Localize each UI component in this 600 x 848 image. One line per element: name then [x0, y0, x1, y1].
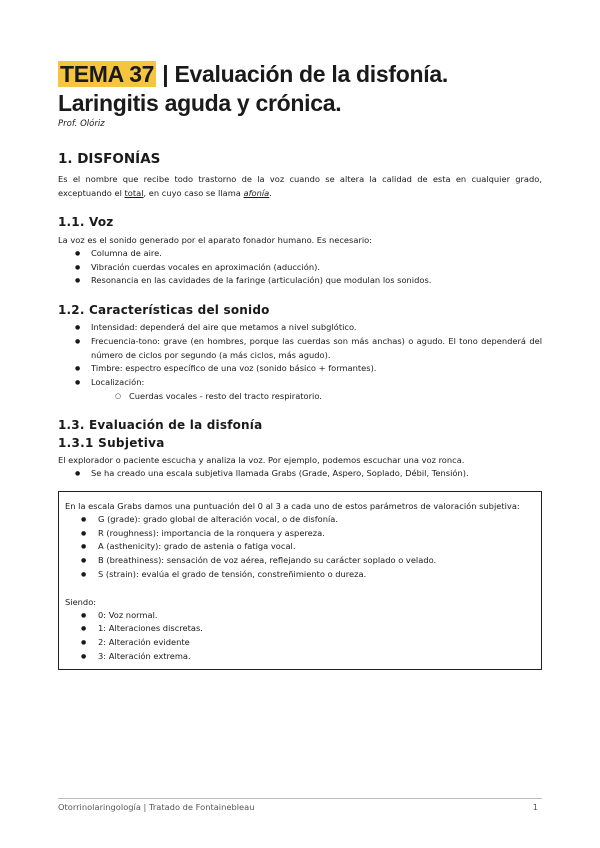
grabs-params-list [65, 513, 535, 582]
page-title [58, 60, 542, 118]
section-heading-caracteristicas: 1.2. Características del sonido [58, 303, 270, 318]
list-item: ● Resonancia en las cavidades de la faringe (articulación) que modulan los sonidos. [58, 274, 542, 288]
list-item: ● S (strain): evalúa el grado de tensión, constreñimiento o dureza. [65, 568, 535, 582]
list-item: ● G (grade): grado global de alteración vocal, o de disfonía. [65, 513, 535, 527]
sub-list-item: ○ Cuerdas vocales - resto del tracto respiratorio. [58, 390, 542, 404]
grabs-scores-list [65, 609, 535, 664]
list-item: ● B (breathiness): sensación de voz aérea, reflejando su carácter soplado o velado. [65, 554, 535, 568]
link-afonia[interactable]: afonía [243, 188, 270, 198]
subjetiva-intro: El explorador o paciente escucha y analiza la voz. Por ejemplo, podemos escuchar una voz ronca. [58, 455, 465, 466]
link-total[interactable]: total [124, 188, 144, 198]
paragraph-text: , en cuyo caso se llama [143, 188, 244, 198]
voz-intro: La voz es el sonido generado por el aparato fonador humano. Es necesario: [58, 235, 373, 245]
list-item: ● R (roughness): importancia de la ronquera y aspereza. [65, 527, 535, 541]
list-item: ● A (asthenicity): grado de astenia o fatiga vocal. [65, 540, 535, 554]
list-item: ● Timbre: espectro específico de una voz (sonido básico + formantes). [58, 362, 542, 376]
list-item: ● Columna de aire. [58, 247, 542, 261]
footer-text: Otorrinolaringología | Tratado de Fontainebleau [58, 802, 255, 812]
subjetiva-list [58, 467, 542, 481]
section-heading-evaluacion: 1.3. Evaluación de la disfonía [58, 418, 263, 433]
list-item: ● Vibración cuerdas vocales en aproximación (aducción). [58, 261, 542, 275]
subsection-heading-subjetiva: 1.3.1 Subjetiva [58, 436, 165, 451]
caracteristicas-list [58, 321, 542, 403]
title-text: Evaluación de la disfonía. Laringitis aguda y crónica. [58, 61, 448, 116]
tema-badge: TEMA 37 [60, 61, 155, 87]
disfonias-paragraph [58, 172, 542, 200]
list-item: ● 1: Alteraciones discretas. [65, 622, 535, 636]
siendo-label: Siendo: [65, 596, 97, 607]
paragraph-text: Es el nombre que recibe todo trastorno de la voz cuando se altera la calidad de esta en cualquier grado, exceptuando el [58, 174, 542, 198]
section-heading-disfonias: 1. DISFONÍAS [58, 151, 161, 167]
page-content [58, 60, 542, 670]
grabs-box [58, 491, 542, 670]
list-item: ● 2: Alteración evidente [65, 636, 535, 650]
voz-list [58, 247, 542, 288]
list-item: ● Frecuencia-tono: grave (en hombres, porque las cuerdas son más anchas) o agudo. El tono dependerá del número de ciclos por segundo (a más ciclos, más agudo). [58, 335, 542, 362]
title-separator: | [156, 61, 175, 87]
list-item: ● Se ha creado una escala subjetiva llamada Grabs (Grade, Aspero, Soplado, Débil, Tensión). [58, 467, 542, 481]
grabs-intro: En la escala Grabs damos una puntuación del 0 al 3 a cada uno de estos parámetros de valoración subjetiva: [65, 501, 520, 512]
list-item: ● 3: Alteración extrema. [65, 650, 535, 664]
author: Prof. Olóriz [58, 119, 105, 129]
list-item: ● Localización: [58, 376, 542, 390]
page-footer [58, 798, 542, 812]
section-heading-voz: 1.1. Voz [58, 215, 114, 229]
list-item: ● Intensidad: dependerá del aire que metamos a nivel subglótico. [58, 321, 542, 335]
list-item: ● 0: Voz normal. [65, 609, 535, 623]
paragraph-text: . [269, 188, 272, 198]
page-number: 1 [532, 802, 538, 812]
